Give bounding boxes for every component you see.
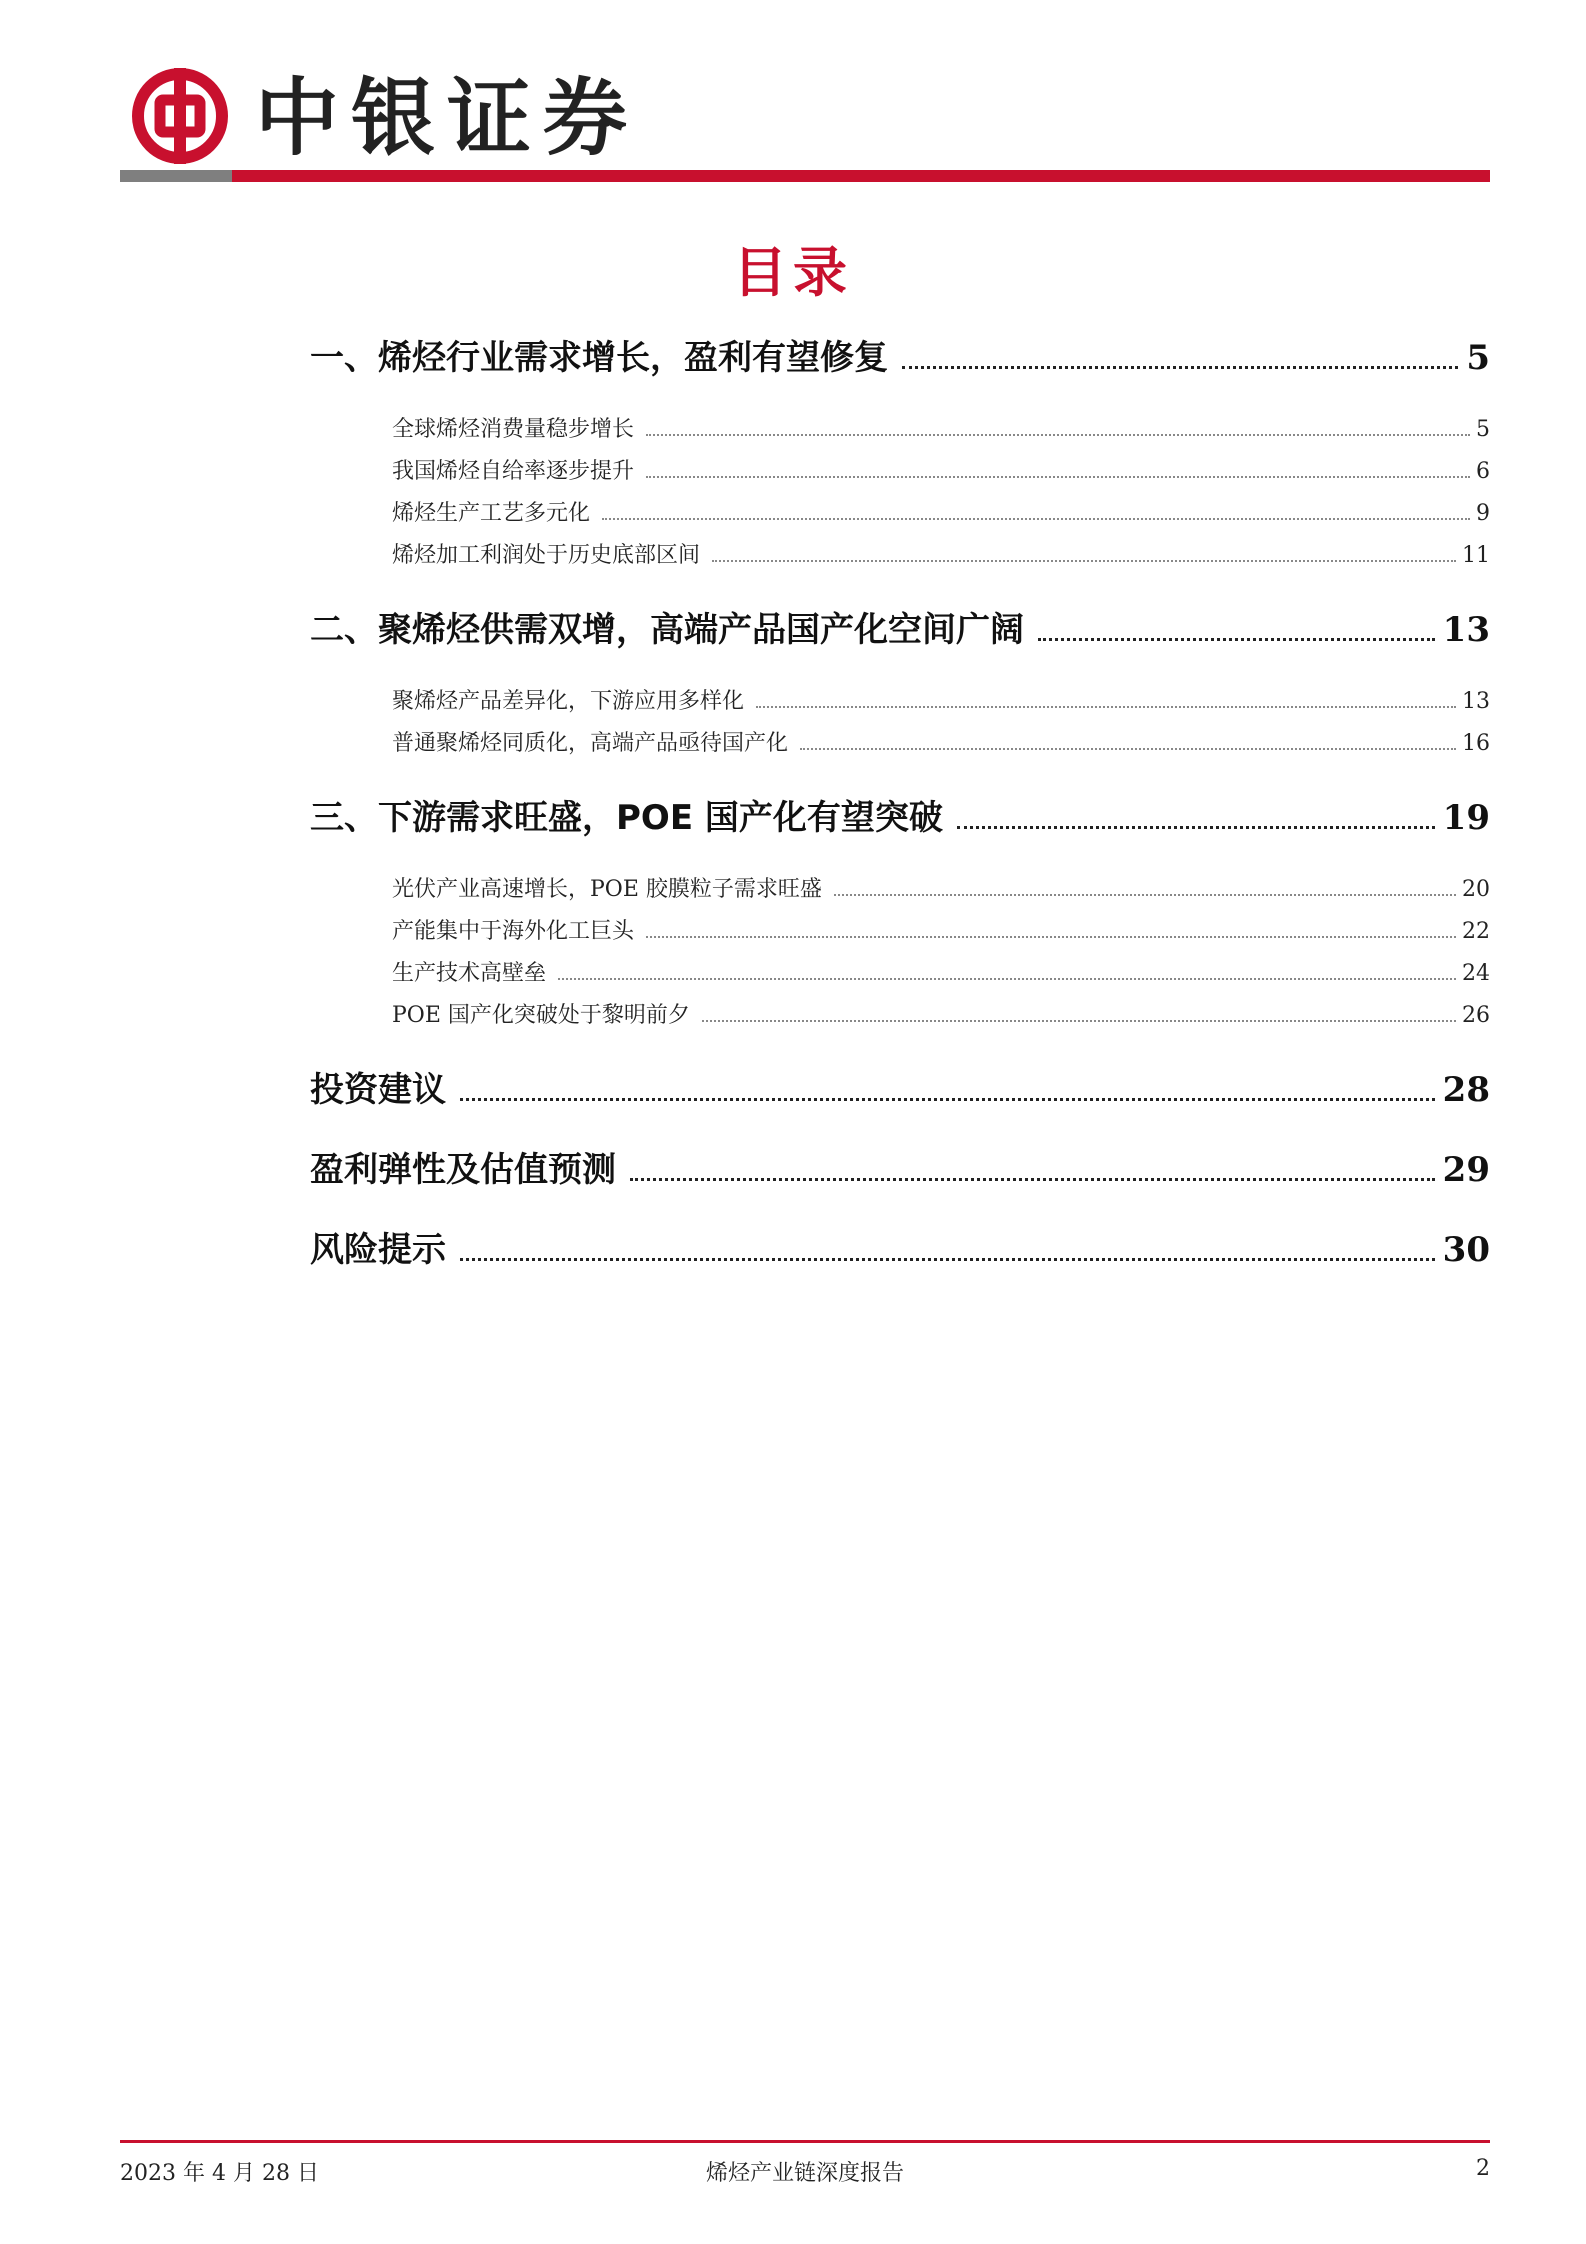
toc-entry-label: 聚烯烃产品差异化，下游应用多样化: [392, 689, 745, 714]
toc-leader: [460, 1094, 1435, 1101]
toc-leader: [646, 431, 1470, 436]
toc-entry-page: 16: [1462, 731, 1490, 756]
page-header: [120, 58, 1490, 178]
toc-entry-label: POE 国产化突破处于黎明前夕: [392, 1003, 690, 1028]
toc-leader: [800, 745, 1456, 750]
header-rule-red: [232, 170, 1490, 182]
toc-leader: [834, 891, 1456, 896]
toc-entry-sub[interactable]: [310, 872, 1490, 904]
toc-leader: [756, 703, 1456, 708]
header-rule: [120, 170, 1490, 182]
toc-entry-page: 11: [1462, 543, 1490, 568]
toc-entry-sub[interactable]: [310, 496, 1490, 528]
footer-date: 2023 年 4 月 28 日: [120, 2161, 319, 2186]
toc-leader: [558, 975, 1456, 980]
page-footer: [120, 2156, 1490, 2186]
toc-leader: [957, 822, 1435, 829]
header-rule-gray: [120, 170, 232, 182]
toc-entry-section-1[interactable]: [310, 330, 1490, 378]
toc-entry-page: 6: [1476, 459, 1490, 484]
toc-leader: [712, 557, 1456, 562]
toc-leader: [460, 1254, 1435, 1261]
toc-entry-page: 13: [1462, 689, 1490, 714]
toc-entry-label: 普通聚烯烃同质化，高端产品亟待国产化: [392, 731, 789, 756]
toc-entry-label: 一、烯烃行业需求增长，盈利有望修复: [310, 338, 888, 378]
toc-title: 目录: [733, 241, 853, 304]
toc-leader: [902, 362, 1458, 369]
toc-entry-label: 风险提示: [310, 1230, 446, 1270]
toc-entry-label: 光伏产业高速增长，POE 胶膜粒子需求旺盛: [392, 877, 822, 902]
toc-entry-page: 5: [1466, 338, 1490, 378]
toc-entry-label: 三、下游需求旺盛，POE 国产化有望突破: [310, 798, 943, 838]
toc-entry-sub[interactable]: [310, 412, 1490, 444]
footer-report-title: 烯烃产业链深度报告: [705, 2161, 904, 2186]
toc-entry-section-2[interactable]: [310, 602, 1490, 650]
brand-name: 中银证券: [255, 68, 640, 167]
toc-leader: [702, 1017, 1456, 1022]
toc-entry-sub[interactable]: [310, 998, 1490, 1030]
toc-entry-label: 盈利弹性及估值预测: [310, 1150, 616, 1190]
toc-entry-sub[interactable]: [310, 726, 1490, 758]
toc-entry-page: 9: [1476, 501, 1490, 526]
bank-of-china-logo-icon: [130, 66, 230, 166]
toc-entry-label: 投资建议: [310, 1070, 446, 1110]
toc-entry-risk[interactable]: [310, 1222, 1490, 1270]
toc-entry-page: 20: [1462, 877, 1490, 902]
toc-entry-investment[interactable]: [310, 1062, 1490, 1110]
toc-entry-label: 产能集中于海外化工巨头: [392, 919, 635, 944]
toc-entry-sub[interactable]: [310, 956, 1490, 988]
toc-entry-page: 28: [1442, 1070, 1490, 1110]
toc-entry-label: 生产技术高壁垒: [392, 961, 547, 986]
toc-entry-section-3[interactable]: [310, 790, 1490, 838]
toc-entry-label: 我国烯烃自给率逐步提升: [392, 459, 635, 484]
toc-entry-sub[interactable]: [310, 454, 1490, 486]
toc-entry-page: 30: [1442, 1230, 1490, 1270]
toc-leader: [602, 515, 1470, 520]
toc-entry-page: 22: [1462, 919, 1490, 944]
toc-entry-label: 二、聚烯烃供需双增，高端产品国产化空间广阔: [310, 610, 1024, 650]
toc-entry-page: 13: [1442, 610, 1490, 650]
toc-entry-sub[interactable]: [310, 914, 1490, 946]
toc-entry-page: 5: [1476, 417, 1490, 442]
toc-entry-label: 烯烃生产工艺多元化: [392, 501, 591, 526]
toc-entry-page: 26: [1462, 1003, 1490, 1028]
toc-leader: [646, 473, 1470, 478]
toc-leader: [630, 1174, 1435, 1181]
footer-rule: [120, 2140, 1490, 2143]
footer-page-number: 2: [1476, 2156, 1490, 2181]
toc-entry-page: 19: [1442, 798, 1490, 838]
toc-leader: [646, 933, 1456, 938]
toc-entry-valuation[interactable]: [310, 1142, 1490, 1190]
toc-entry-page: 29: [1442, 1150, 1490, 1190]
toc-entry-sub[interactable]: [310, 538, 1490, 570]
toc-leader: [1038, 634, 1435, 641]
toc-entry-page: 24: [1462, 961, 1490, 986]
toc-entry-sub[interactable]: [310, 684, 1490, 716]
toc-entry-label: 全球烯烃消费量稳步增长: [392, 417, 635, 442]
toc-entry-label: 烯烃加工利润处于历史底部区间: [392, 543, 701, 568]
